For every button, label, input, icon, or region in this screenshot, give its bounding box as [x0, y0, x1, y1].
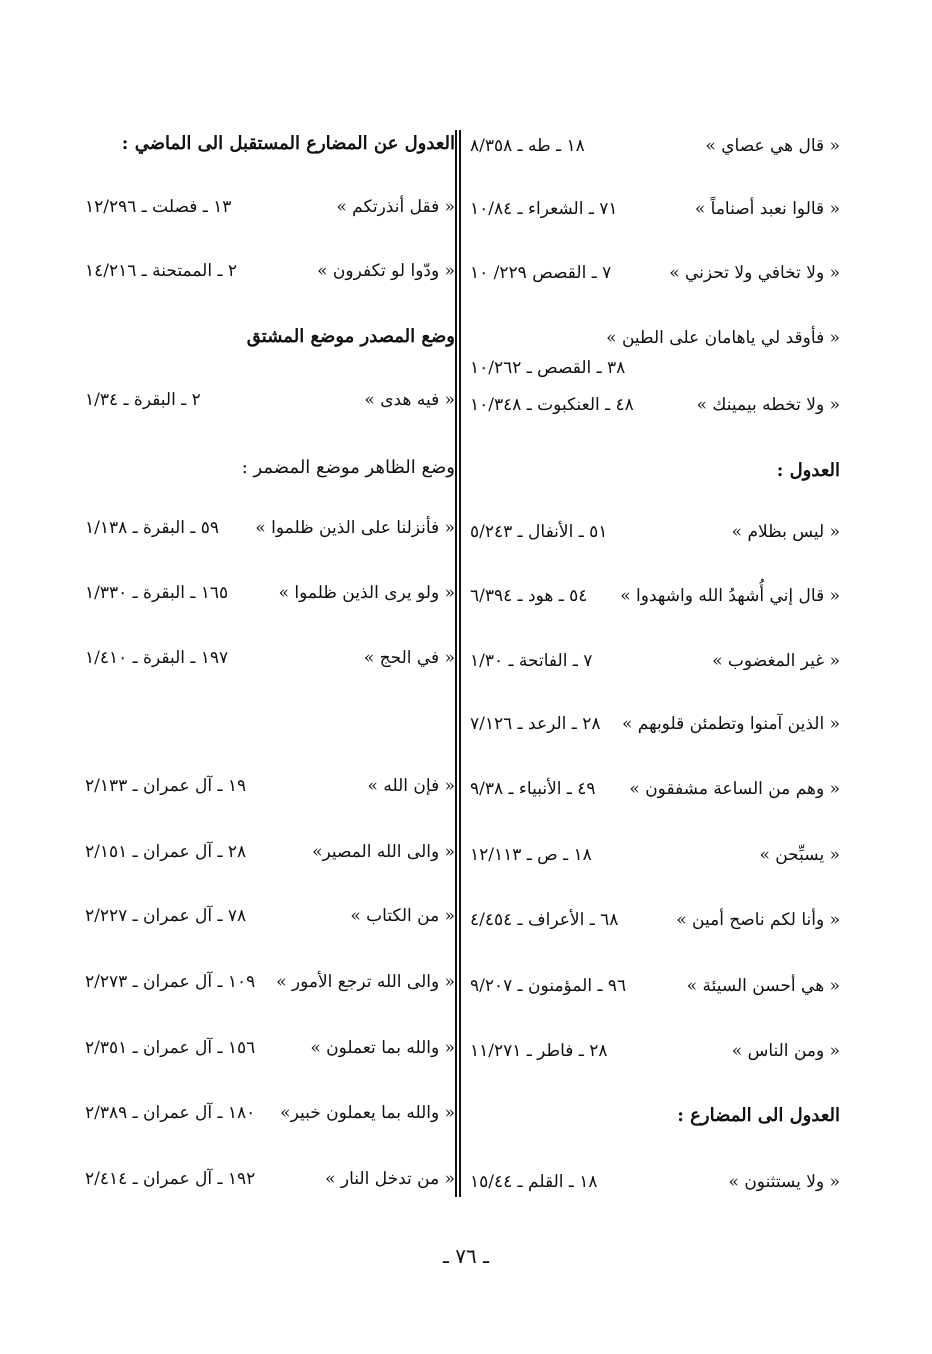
heading-text: العدول الى المضارع : — [677, 1105, 840, 1126]
entry-row — [85, 1038, 455, 1072]
entry-row — [85, 518, 455, 552]
quote: « هي أحسن السيئة » — [686, 976, 840, 996]
entry-row — [85, 776, 455, 810]
reference: ٢ ـ الممتحنة ـ ١٤/٢١٦ — [85, 261, 238, 281]
quote: « غير المغضوب » — [712, 651, 840, 671]
entry-row — [85, 261, 455, 295]
quote: « قال هي عصاي » — [705, 136, 840, 156]
entry-row — [470, 263, 840, 297]
entry-row — [85, 648, 455, 682]
quote: « فإن الله » — [367, 776, 455, 796]
reference: ٧٨ ـ آل عمران ـ ٢/٢٢٧ — [85, 906, 247, 926]
entry-row — [470, 395, 840, 429]
reference: ١٨ ـ طه ـ ٨/٣٥٨ — [470, 136, 585, 156]
quote: « والى الله المصير» — [312, 842, 455, 862]
reference: ١٨٠ ـ آل عمران ـ ٢/٣٨٩ — [85, 1103, 256, 1123]
reference: ٩٦ ـ المؤمنون ـ ٩/٢٠٧ — [470, 976, 627, 996]
entry-row — [470, 976, 840, 1010]
entry-row — [85, 1169, 455, 1203]
reference: ٧١ ـ الشعراء ـ ١٠/٨٤ — [470, 199, 618, 219]
quote: « فقل أنذرتكم » — [336, 197, 455, 217]
quote: « ولا يستثنون » — [728, 1172, 840, 1192]
quote: « من الكتاب » — [350, 906, 455, 926]
reference: ١٥٦ ـ آل عمران ـ ٢/٣٥١ — [85, 1038, 256, 1058]
reference: ٤٨ ـ العنكبوت ـ ١٠/٣٤٨ — [470, 395, 634, 415]
section-heading — [470, 460, 840, 494]
entry-row — [85, 583, 455, 617]
entry-row — [470, 199, 840, 233]
reference: ٧ ـ القصص ٢٢٩/ ١٠ — [470, 263, 612, 283]
entry-row — [470, 845, 840, 879]
reference: ١٨ ـ القلم ـ ١٥/٤٤ — [470, 1172, 598, 1192]
entry-row — [470, 651, 840, 685]
entry-row — [470, 1172, 840, 1206]
quote: « في الحج » — [363, 648, 455, 668]
quote: « والله بما يعملون خبير» — [280, 1103, 455, 1123]
reference: ٢٨ ـ آل عمران ـ ٢/١٥١ — [85, 842, 247, 862]
reference: ١٦٥ ـ البقرة ـ ١/٣٣٠ — [85, 583, 229, 603]
quote: « فأنزلنا على الذين ظلموا » — [255, 518, 455, 538]
entry-row — [470, 779, 840, 813]
column-divider-line — [459, 130, 461, 1197]
entry-row — [470, 1041, 840, 1075]
page-number: ـ ٧٦ ـ — [443, 1244, 489, 1268]
quote: « وهم من الساعة مشفقون » — [629, 779, 840, 799]
entry-row — [85, 906, 455, 940]
reference: ٣٨ ـ القصص ـ ١٠/٢٦٢ — [470, 358, 626, 378]
heading-text: العدول عن المضارع المستقبل الى الماضي : — [121, 133, 455, 154]
entry-row — [470, 522, 840, 556]
quote: « قالوا نعبد أصناماً » — [694, 199, 840, 219]
quote: « قال إني أُشهدُ الله واشهدوا » — [620, 586, 840, 606]
reference: ١٩٧ ـ البقرة ـ ١/٤١٠ — [85, 648, 229, 668]
heading-text: وضع المصدر موضع المشتق — [246, 326, 455, 347]
entry-row — [85, 972, 455, 1006]
quote: « ولا تخطه بيمينك » — [696, 395, 840, 415]
reference: ٦٨ ـ الأعراف ـ ٤/٤٥٤ — [470, 910, 619, 930]
heading-text: العدول : — [776, 460, 840, 481]
entry-row — [470, 136, 840, 170]
entry-row — [85, 1103, 455, 1137]
reference: ٤٩ ـ الأنبياء ـ ٩/٣٨ — [470, 779, 596, 799]
entry-row — [85, 197, 455, 231]
quote: « يسبِّحن » — [759, 845, 840, 865]
quote: « والله بما تعملون » — [310, 1038, 455, 1058]
section-heading — [470, 1105, 840, 1139]
reference: ٥٤ ـ هود ـ ٦/٣٩٤ — [470, 586, 588, 606]
reference: ٧ ـ الفاتحة ـ ١/٣٠ — [470, 651, 593, 671]
entry-row — [85, 842, 455, 876]
quote: « ولا تخافي ولا تحزني » — [669, 263, 840, 283]
reference: ٥٩ ـ البقرة ـ ١/١٣٨ — [85, 518, 220, 538]
quote: « فيه هدى » — [364, 390, 455, 410]
reference: ٥١ ـ الأنفال ـ ٥/٢٤٣ — [470, 522, 608, 542]
heading-text: وضع الظاهر موضع المضمر : — [241, 457, 455, 478]
entry-row — [470, 714, 840, 748]
section-heading — [85, 133, 455, 167]
reference: ٢ ـ البقرة ـ ١/٣٤ — [85, 390, 201, 410]
quote: « ومن الناس » — [731, 1041, 840, 1061]
quote: « ليس بظلام » — [731, 522, 840, 542]
quote: « وأنا لكم ناصح أمين » — [676, 910, 840, 930]
reference: ١٨ ـ ص ـ ١٢/١١٣ — [470, 845, 592, 865]
reference: ٢٨ ـ الرعد ـ ٧/١٢٦ — [470, 714, 601, 734]
reference: ١٩ ـ آل عمران ـ ٢/١٣٣ — [85, 776, 247, 796]
entry-row — [470, 910, 840, 944]
entry-row — [470, 586, 840, 620]
reference: ١٣ ـ فصلت ـ ١٢/٢٩٦ — [85, 197, 232, 217]
column-divider-line — [455, 130, 457, 1197]
reference: ١٩٢ ـ آل عمران ـ ٢/٤١٤ — [85, 1169, 256, 1189]
reference: ٢٨ ـ فاطر ـ ١١/٢٧١ — [470, 1041, 608, 1061]
reference: ١٠٩ ـ آل عمران ـ ٢/٢٧٣ — [85, 972, 256, 992]
quote: « والى الله ترجع الأمور » — [276, 972, 455, 992]
quote: « ودّوا لو تكفرون » — [317, 261, 455, 281]
section-heading — [85, 457, 455, 491]
entry-row — [470, 328, 840, 388]
entry-row — [85, 390, 455, 424]
quote: « من تدخل النار » — [325, 1169, 455, 1189]
quote: « فأوقد لي ياهامان على الطين » — [606, 328, 840, 348]
quote: « الذين آمنوا وتطمئن قلوبهم » — [622, 714, 840, 734]
quote: « ولو يرى الذين ظلموا » — [278, 583, 455, 603]
section-heading — [85, 326, 455, 360]
